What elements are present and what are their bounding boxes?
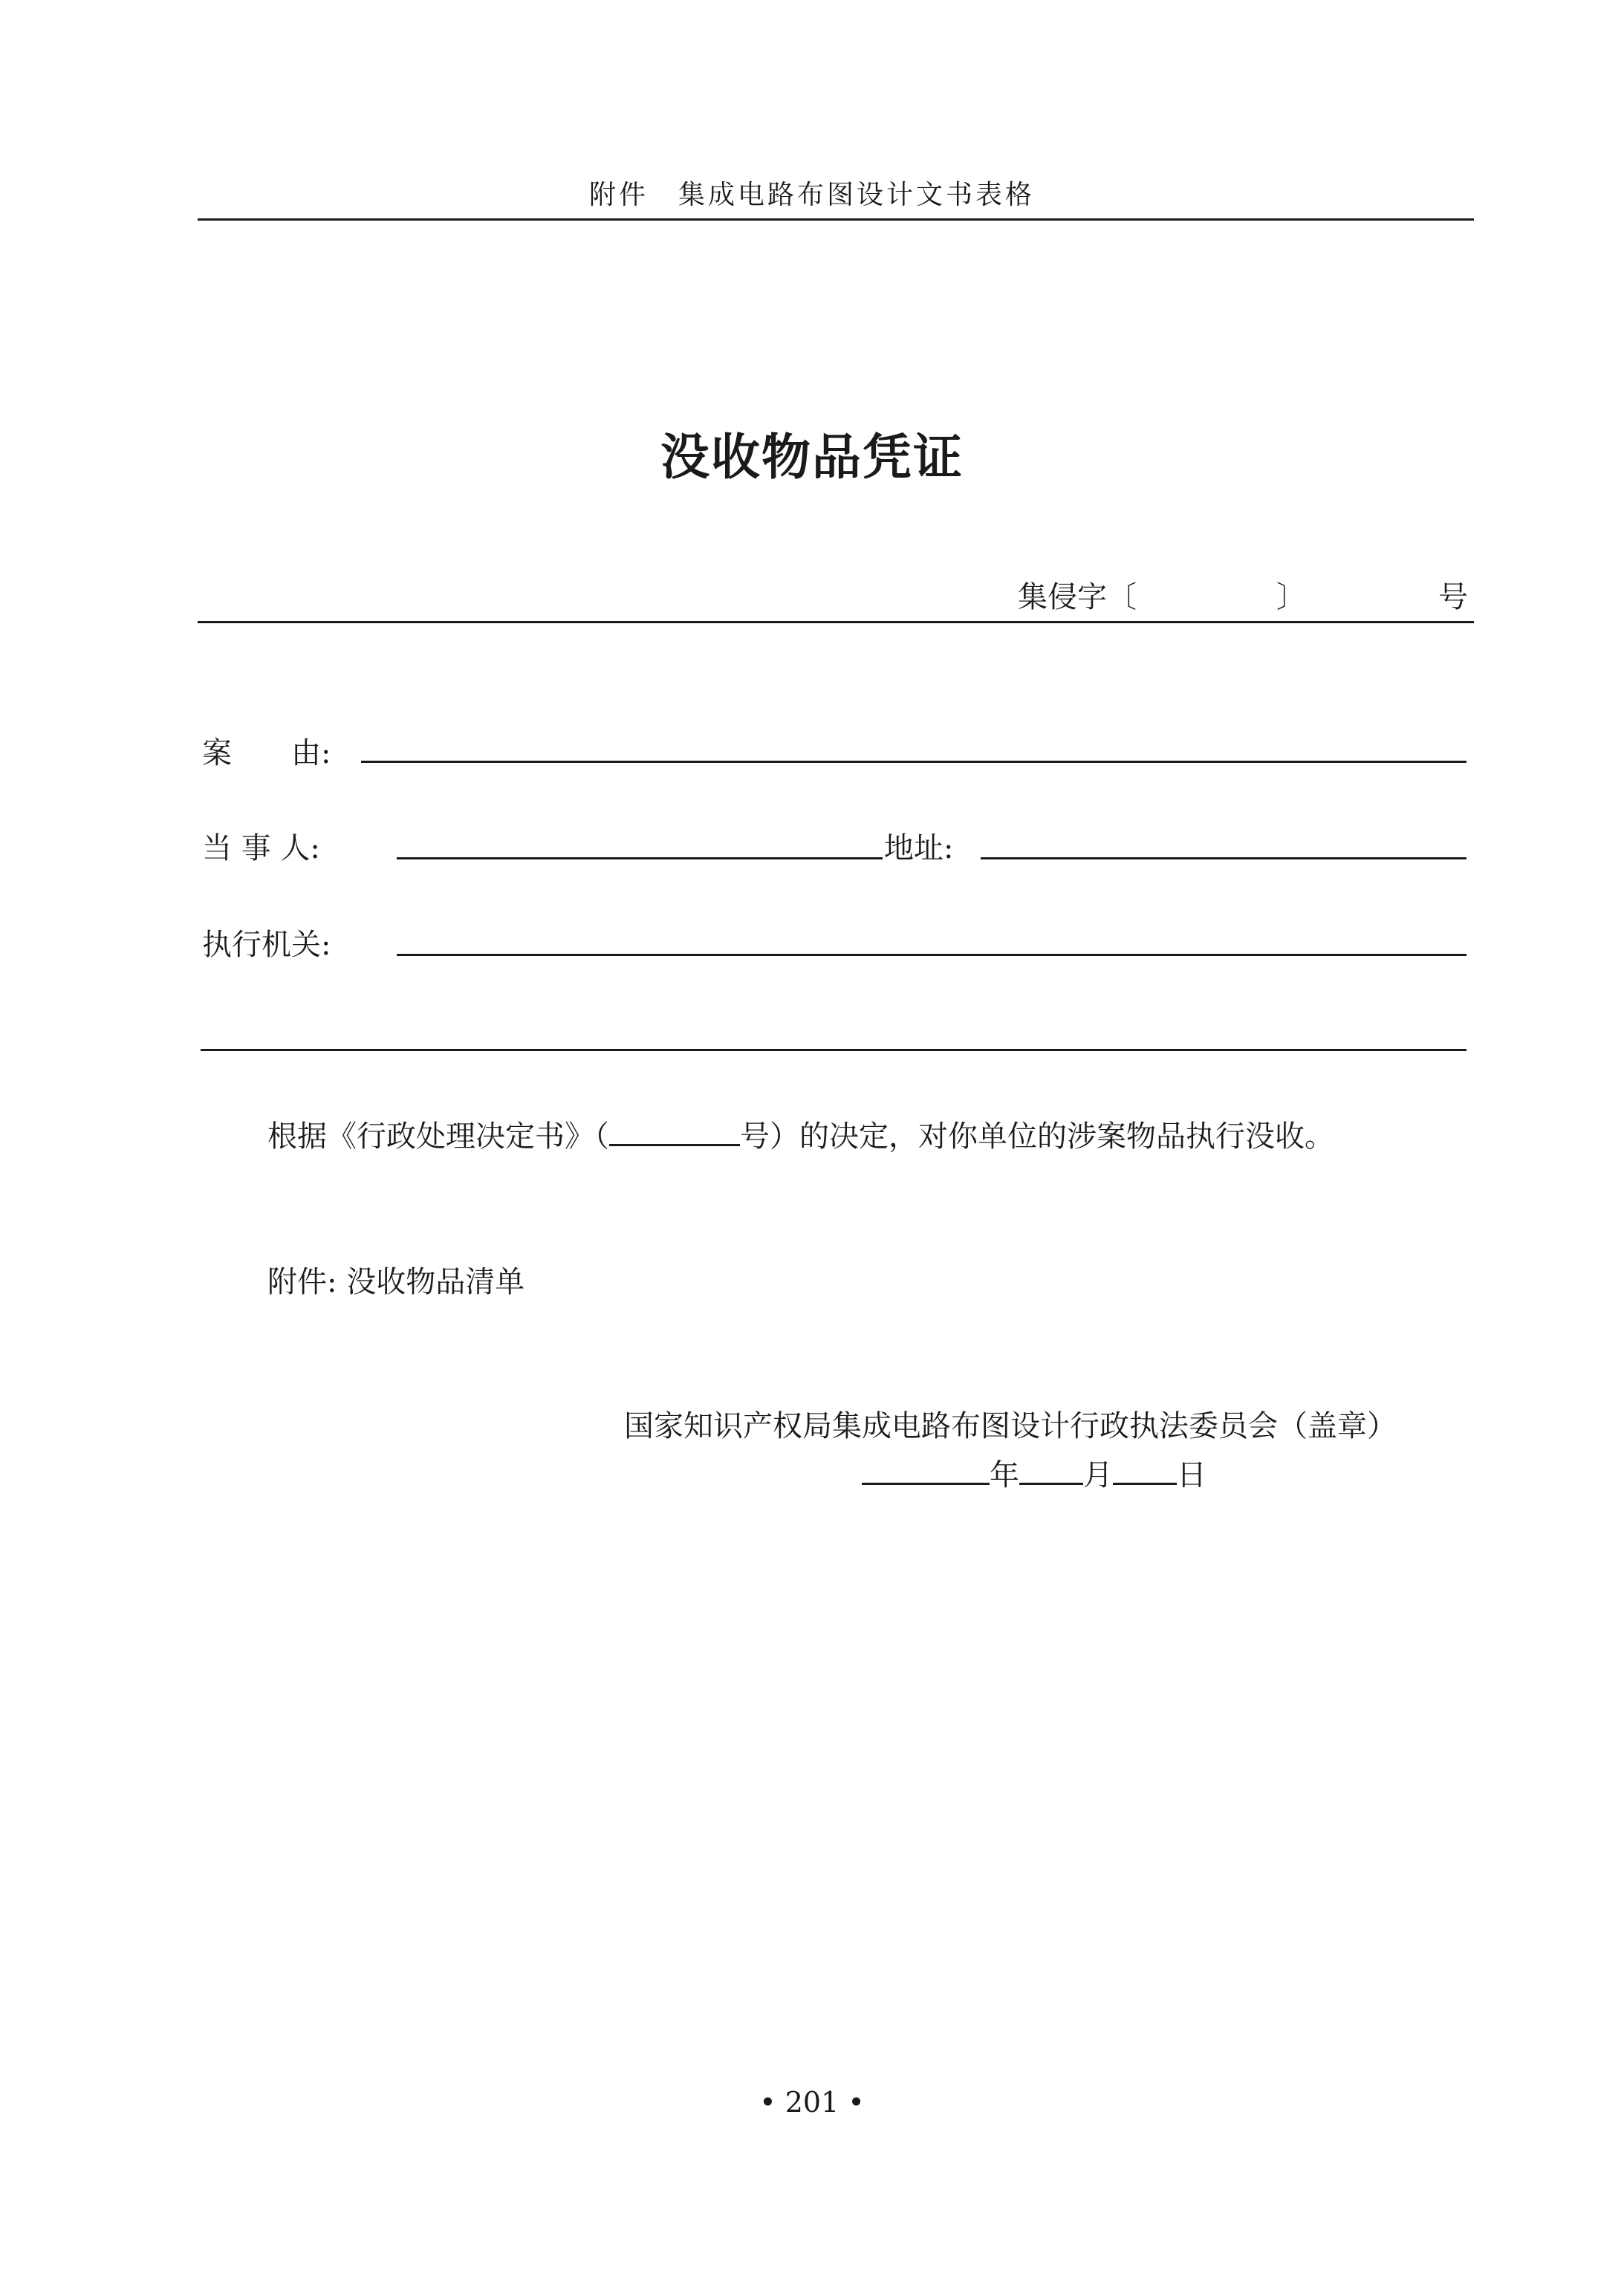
attachment-note: 附件: 没收物品清单 bbox=[267, 1265, 525, 1299]
header-rule bbox=[198, 218, 1474, 221]
party-label: 当 事 人: bbox=[202, 831, 320, 865]
document-title: 没收物品凭证 bbox=[660, 428, 964, 486]
issuer-seal-line: 国家知识产权局集成电路布图设计行政执法委员会（盖章） bbox=[624, 1409, 1397, 1443]
page-number: • 201 • bbox=[759, 2086, 865, 2119]
blank-line[interactable] bbox=[201, 1049, 1467, 1051]
month-field[interactable] bbox=[1019, 1453, 1083, 1485]
decision-number-field[interactable] bbox=[609, 1114, 740, 1146]
year-label: 年 bbox=[990, 1458, 1019, 1492]
statement-part2: 号）的决定，对你单位的涉案物品执行没收。 bbox=[740, 1119, 1334, 1154]
date-line bbox=[862, 1452, 1206, 1494]
case-reason-field[interactable] bbox=[361, 761, 1467, 763]
day-label: 日 bbox=[1177, 1458, 1206, 1492]
party-field[interactable] bbox=[397, 857, 883, 859]
month-label: 月 bbox=[1083, 1458, 1113, 1492]
address-label: 地址: bbox=[884, 831, 954, 865]
running-header: 附件 集成电路布图设计文书表格 bbox=[588, 180, 1035, 210]
reference-suffix: 号 bbox=[1438, 580, 1468, 614]
statement-part1: 根据《行政处理决定书》（ bbox=[267, 1119, 609, 1154]
reference-prefix: 集侵字〔 bbox=[1018, 580, 1137, 614]
executing-authority-field[interactable] bbox=[397, 954, 1467, 956]
address-field[interactable] bbox=[981, 857, 1467, 859]
reference-rule bbox=[198, 621, 1474, 623]
reference-bracket-close: 〕 bbox=[1276, 580, 1306, 614]
executing-authority-label: 执行机关: bbox=[202, 928, 331, 962]
year-field[interactable] bbox=[862, 1453, 990, 1485]
day-field[interactable] bbox=[1113, 1453, 1177, 1485]
decision-statement bbox=[267, 1113, 1334, 1155]
case-reason-label: 案 由: bbox=[202, 736, 331, 770]
